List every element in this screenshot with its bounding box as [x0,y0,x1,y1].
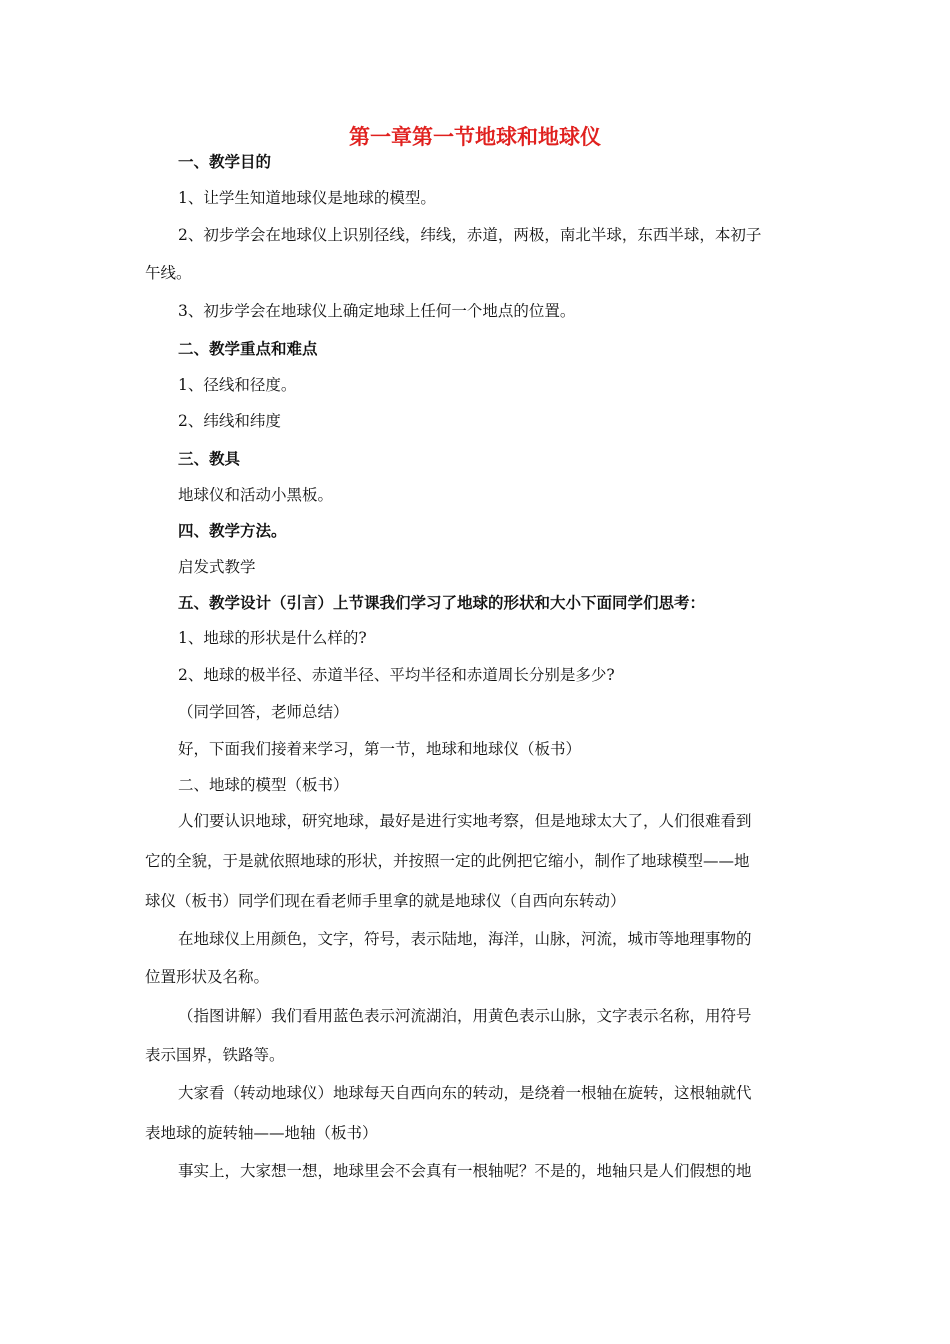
paragraph-line: 2、初步学会在地球仪上识别径线，纬线，赤道，两极，南北半球，东西半球，本初子 [178,226,762,244]
paragraph-line: 大家看（转动地球仪）地球每天自西向东的转动，是绕着一根轴在旋转，这根轴就代 [178,1084,752,1102]
paragraph-line: 1、让学生知道地球仪是地球的模型。 [178,189,436,207]
paragraph-line: 事实上，大家想一想，地球里会不会真有一根轴呢？不是的，地轴只是人们假想的地 [178,1162,752,1180]
paragraph-line: 二、地球的模型（板书） [178,776,349,794]
paragraph-line: 地球仪和活动小黑板。 [178,486,334,504]
paragraph-line: 在地球仪上用颜色，文字，符号，表示陆地，海洋，山脉，河流，城市等地理事物的 [178,930,752,948]
section-heading: 二、教学重点和难点 [178,339,318,358]
paragraph-line: 1、径线和径度。 [178,376,297,394]
paragraph-line: （同学回答，老师总结） [178,703,349,721]
document-title: 第一章第一节地球和地球仪 [349,124,601,149]
paragraph-line: 3、初步学会在地球仪上确定地球上任何一个地点的位置。 [178,302,576,320]
section-heading: 四、教学方法。 [178,521,287,540]
paragraph-line: 好，下面我们接着来学习，第一节，地球和地球仪（板书） [178,740,582,758]
section-heading: 五、教学设计（引言）上节课我们学习了地球的形状和大小下面同学们思考： [178,593,706,612]
paragraph-line: 2、纬线和纬度 [178,412,281,430]
paragraph-line: 启发式教学 [178,558,256,576]
paragraph-line: 它的全貌，于是就依照地球的形状，并按照一定的此例把它缩小，制作了地球模型——地 [145,852,750,870]
paragraph-line: 人们要认识地球，研究地球，最好是进行实地考察，但是地球太大了，人们很难看到 [178,812,752,830]
paragraph-line: 午线。 [145,264,192,282]
paragraph-line: 表示国界，铁路等。 [145,1046,285,1064]
section-heading: 三、教具 [178,449,241,468]
paragraph-line: 位置形状及名称。 [145,968,270,986]
paragraph-line: 2、地球的极半径、赤道半径、平均半径和赤道周长分别是多少? [178,666,615,684]
paragraph-line: 球仪（板书）同学们现在看老师手里拿的就是地球仪（自西向东转动） [145,892,626,910]
section-heading: 一、教学目的 [178,152,272,171]
paragraph-line: 1、地球的形状是什么样的? [178,629,367,647]
paragraph-line: （指图讲解）我们看用蓝色表示河流湖泊，用黄色表示山脉，文字表示名称，用符号 [178,1007,752,1025]
paragraph-line: 表地球的旋转轴——地轴（板书） [145,1124,378,1142]
